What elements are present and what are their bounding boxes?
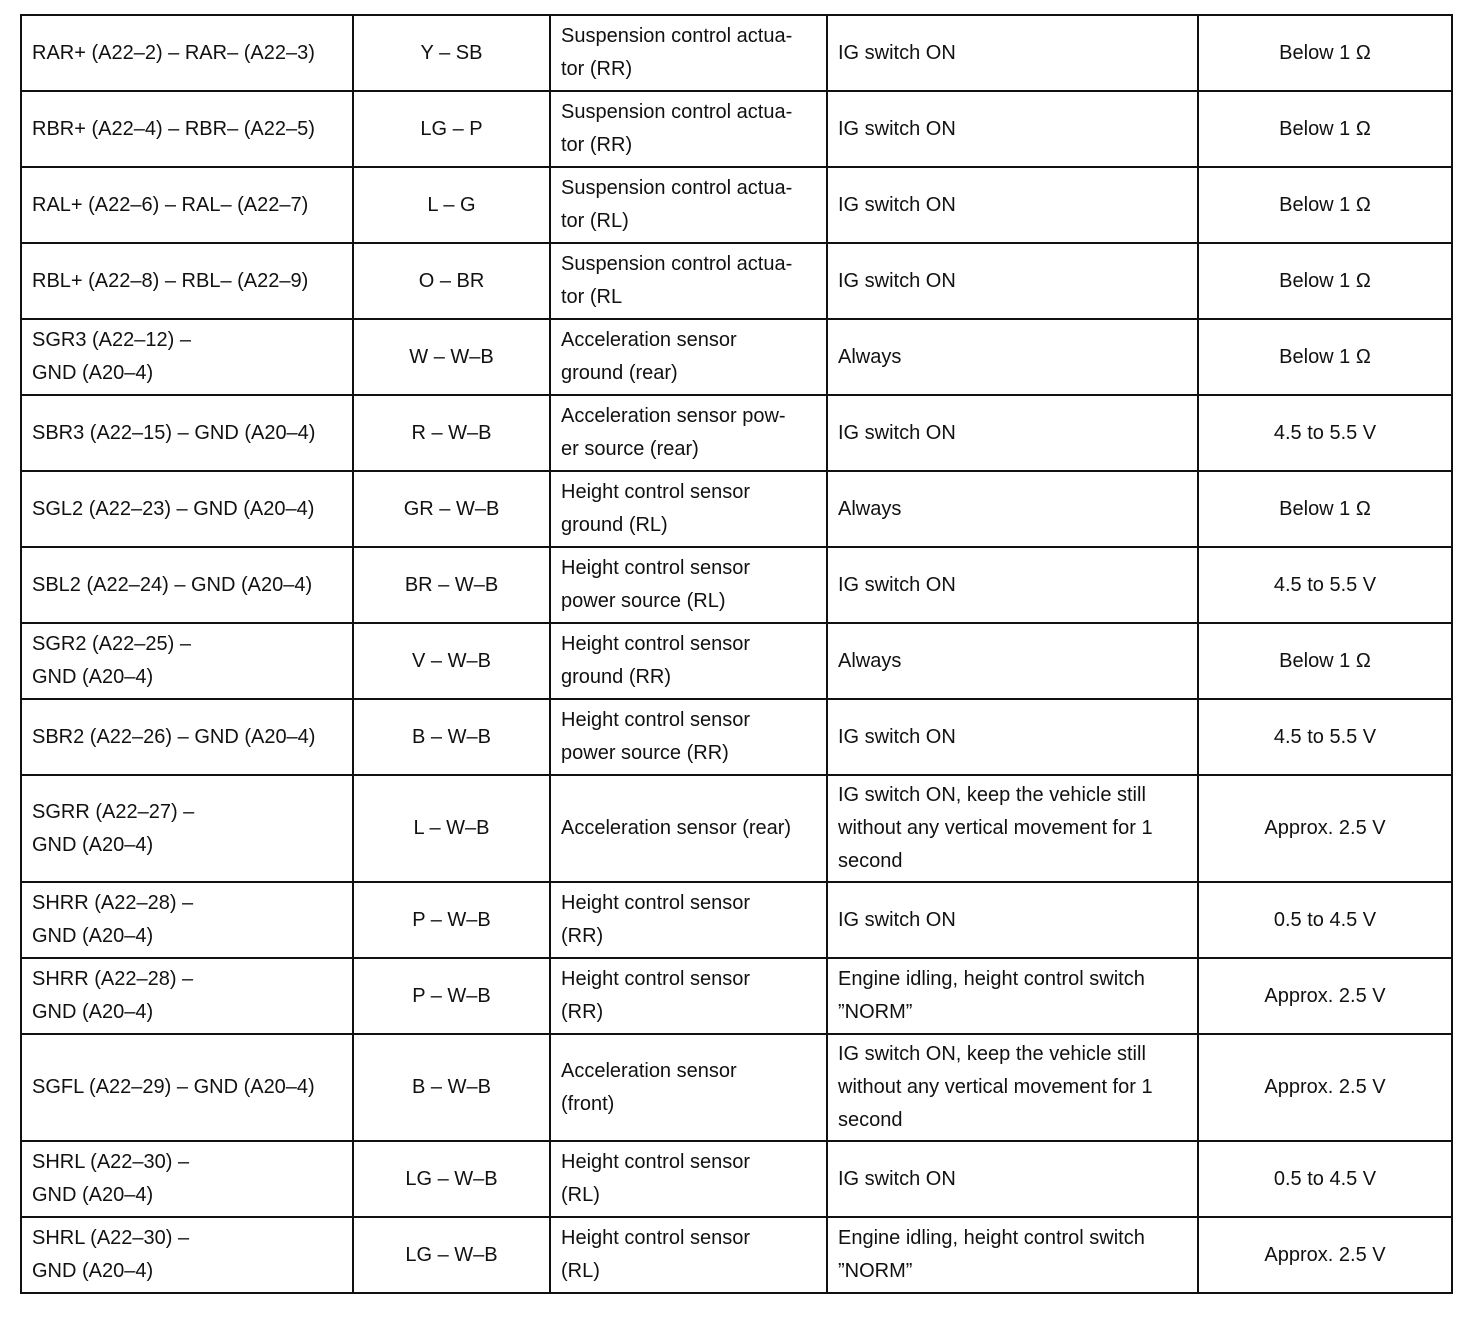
description-cell [550, 395, 827, 471]
cell-text-line: RBR+ (A22–4) – RBR– (A22–5) [32, 117, 315, 140]
cell-text-line: GND (A20–4) [32, 666, 154, 688]
terminal-cell [21, 91, 353, 167]
cell-text-line: tor (RL) [561, 210, 629, 232]
cell-text-line: ground (RR) [561, 666, 672, 688]
cell-text-line: Height control sensor [561, 1227, 750, 1249]
terminal-cell [21, 167, 353, 243]
cell-text-line: (front) [561, 1092, 615, 1115]
cell-text-line: SGR2 (A22–25) – [32, 633, 191, 655]
cell-text-line: LG – W–B [405, 1167, 498, 1190]
terminal-cell [21, 1217, 353, 1293]
cell-text-line: Height control sensor [561, 633, 750, 655]
cell-text-line: Below 1 Ω [1279, 117, 1371, 140]
cell-text-line: P – W–B [412, 984, 491, 1007]
wiring-color-cell [353, 319, 550, 395]
condition-cell [827, 91, 1198, 167]
condition-cell [827, 623, 1198, 699]
cell-text-line: SGFL (A22–29) – GND (A20–4) [32, 1076, 315, 1098]
terminal-cell [21, 1141, 353, 1217]
cell-text-line: BR – W–B [404, 573, 499, 596]
description-cell [550, 471, 827, 547]
terminal-cell [21, 15, 353, 91]
cell-text-line: Approx. 2.5 V [1264, 817, 1386, 839]
cell-text-line: ”NORM” [838, 1001, 913, 1023]
description-cell [550, 243, 827, 319]
wiring-color-cell [353, 243, 550, 319]
cell-text-line: Suspension control actua- [561, 253, 793, 275]
condition-cell [827, 1034, 1198, 1141]
cell-text-line: 4.5 to 5.5 V [1273, 573, 1377, 596]
specified-condition-cell [1198, 395, 1452, 471]
cell-text-line: IG switch ON [838, 269, 956, 292]
cell-text-line: SHRL (A22–30) – [32, 1227, 190, 1249]
terminal-cell [21, 699, 353, 775]
cell-text-line: RAL+ (A22–6) – RAL– (A22–7) [32, 193, 309, 216]
table-row [21, 775, 1452, 882]
cell-text-line: 4.5 to 5.5 V [1273, 421, 1377, 444]
description-cell [550, 1217, 827, 1293]
cell-text-line: RBL+ (A22–8) – RBL– (A22–9) [32, 269, 309, 292]
terminal-cell [21, 1034, 353, 1141]
cell-text-line: V – W–B [412, 649, 491, 672]
cell-text-line: RAR+ (A22–2) – RAR– (A22–3) [32, 41, 315, 64]
condition-cell [827, 1217, 1198, 1293]
description-cell [550, 699, 827, 775]
cell-text-line: R – W–B [411, 421, 492, 444]
cell-text-line: GND (A20–4) [32, 362, 154, 384]
cell-text-line: SHRR (A22–28) – [32, 892, 194, 914]
cell-text-line: Acceleration sensor (rear) [561, 817, 792, 839]
cell-text-line: ground (rear) [561, 362, 678, 384]
cell-text-line: (RR) [561, 1001, 604, 1023]
wiring-color-cell [353, 1034, 550, 1141]
cell-text-line: Height control sensor [561, 481, 750, 503]
condition-cell [827, 319, 1198, 395]
cell-text-line: tor (RL [561, 286, 623, 308]
cell-text-line: second [838, 850, 903, 872]
specified-condition-cell [1198, 1217, 1452, 1293]
cell-text-line: Suspension control actua- [561, 25, 793, 47]
terminal-cell [21, 775, 353, 882]
cell-text-line: Approx. 2.5 V [1264, 1243, 1386, 1266]
table-row [21, 623, 1452, 699]
cell-text-line: Below 1 Ω [1279, 345, 1371, 368]
cell-text-line: Height control sensor [561, 709, 750, 731]
description-cell [550, 775, 827, 882]
table-row [21, 699, 1452, 775]
cell-text-line: Always [838, 497, 902, 520]
wiring-color-cell [353, 547, 550, 623]
specified-condition-cell [1198, 547, 1452, 623]
cell-text-line: Engine idling, height control switch [838, 968, 1145, 990]
specified-condition-cell [1198, 1034, 1452, 1141]
cell-text-line: Always [838, 649, 902, 672]
cell-text-line: Acceleration sensor [561, 329, 737, 351]
cell-text-line: ”NORM” [838, 1260, 913, 1282]
cell-text-line: SGR3 (A22–12) – [32, 329, 191, 351]
specified-condition-cell [1198, 623, 1452, 699]
specified-condition-cell [1198, 91, 1452, 167]
description-cell [550, 1141, 827, 1217]
wiring-color-cell [353, 775, 550, 882]
description-cell [550, 167, 827, 243]
table-row [21, 547, 1452, 623]
cell-text-line: Height control sensor [561, 557, 750, 579]
cell-text-line: L – W–B [413, 817, 490, 839]
cell-text-line: LG – W–B [405, 1243, 498, 1266]
cell-text-line: Below 1 Ω [1279, 649, 1371, 672]
terminal-inspection-table [20, 14, 1453, 1294]
terminal-cell [21, 471, 353, 547]
condition-cell [827, 882, 1198, 958]
table-row [21, 15, 1452, 91]
terminal-cell [21, 547, 353, 623]
description-cell [550, 958, 827, 1034]
terminal-cell [21, 882, 353, 958]
cell-text-line: (RR) [561, 925, 604, 947]
condition-cell [827, 15, 1198, 91]
table-row [21, 958, 1452, 1034]
cell-text-line: SBR2 (A22–26) – GND (A20–4) [32, 725, 316, 748]
table-row [21, 471, 1452, 547]
specified-condition-cell [1198, 775, 1452, 882]
condition-cell [827, 395, 1198, 471]
table-row [21, 319, 1452, 395]
table-body [21, 15, 1452, 1293]
cell-text-line: Height control sensor [561, 1151, 750, 1173]
wiring-color-cell [353, 882, 550, 958]
terminal-cell [21, 319, 353, 395]
cell-text-line: power source (RR) [561, 742, 729, 764]
cell-text-line: (RL) [561, 1260, 600, 1282]
specified-condition-cell [1198, 699, 1452, 775]
cell-text-line: (RL) [561, 1184, 600, 1206]
cell-text-line: 4.5 to 5.5 V [1273, 725, 1377, 748]
cell-text-line: Suspension control actua- [561, 177, 793, 199]
cell-text-line: SGL2 (A22–23) – GND (A20–4) [32, 497, 315, 520]
condition-cell [827, 471, 1198, 547]
cell-text-line: B – W–B [412, 725, 491, 748]
wiring-color-cell [353, 958, 550, 1034]
cell-text-line: Below 1 Ω [1279, 497, 1371, 520]
cell-text-line: GND (A20–4) [32, 1001, 154, 1023]
cell-text-line: Below 1 Ω [1279, 193, 1371, 216]
description-cell [550, 15, 827, 91]
cell-text-line: Engine idling, height control switch [838, 1227, 1145, 1249]
cell-text-line: Acceleration sensor [561, 1059, 737, 1082]
cell-text-line: GND (A20–4) [32, 833, 154, 856]
table-row [21, 1141, 1452, 1217]
table-row [21, 1034, 1452, 1141]
table-row [21, 882, 1452, 958]
cell-text-line: Below 1 Ω [1279, 269, 1371, 292]
cell-text-line: Height control sensor [561, 892, 750, 914]
cell-text-line: O – BR [418, 269, 485, 292]
cell-text-line: tor (RR) [561, 134, 633, 156]
cell-text-line: without any vertical movement for 1 [838, 817, 1153, 839]
cell-text-line: IG switch ON [838, 573, 956, 596]
terminal-cell [21, 623, 353, 699]
cell-text-line: IG switch ON [838, 117, 956, 140]
terminal-cell [21, 243, 353, 319]
cell-text-line: IG switch ON [838, 1167, 956, 1190]
cell-text-line: SBL2 (A22–24) – GND (A20–4) [32, 573, 313, 596]
cell-text-line: Always [838, 345, 902, 368]
specified-condition-cell [1198, 958, 1452, 1034]
cell-text-line: IG switch ON [838, 908, 956, 931]
cell-text-line: second [838, 1109, 903, 1131]
cell-text-line: SBR3 (A22–15) – GND (A20–4) [32, 421, 316, 444]
wiring-color-cell [353, 471, 550, 547]
cell-text-line: 0.5 to 4.5 V [1273, 1167, 1377, 1190]
cell-text-line: er source (rear) [561, 438, 699, 460]
cell-text-line: Approx. 2.5 V [1264, 1076, 1386, 1098]
cell-text-line: W – W–B [409, 345, 494, 368]
cell-text-line: IG switch ON [838, 421, 956, 444]
cell-text-line: IG switch ON [838, 193, 956, 216]
specified-condition-cell [1198, 319, 1452, 395]
specified-condition-cell [1198, 167, 1452, 243]
cell-text-line: Y – SB [420, 41, 483, 64]
specified-condition-cell [1198, 243, 1452, 319]
condition-cell [827, 958, 1198, 1034]
description-cell [550, 319, 827, 395]
wiring-color-cell [353, 91, 550, 167]
condition-cell [827, 699, 1198, 775]
cell-text-line: without any vertical movement for 1 [838, 1076, 1153, 1098]
condition-cell [827, 243, 1198, 319]
description-cell [550, 1034, 827, 1141]
cell-text-line: ground (RL) [561, 514, 668, 536]
cell-text-line: GND (A20–4) [32, 925, 154, 947]
terminal-cell [21, 395, 353, 471]
cell-text-line: IG switch ON [838, 725, 956, 748]
description-cell [550, 882, 827, 958]
description-cell [550, 91, 827, 167]
table-row [21, 395, 1452, 471]
cell-text-line: Acceleration sensor pow- [561, 405, 786, 427]
wiring-color-cell [353, 699, 550, 775]
cell-text-line: P – W–B [412, 908, 491, 931]
specified-condition-cell [1198, 471, 1452, 547]
cell-text-line: IG switch ON, keep the vehicle still [838, 1043, 1146, 1065]
wiring-color-cell [353, 15, 550, 91]
cell-text-line: IG switch ON [838, 41, 956, 64]
cell-text-line: SGRR (A22–27) – [32, 800, 195, 823]
specified-condition-cell [1198, 15, 1452, 91]
condition-cell [827, 1141, 1198, 1217]
cell-text-line: Approx. 2.5 V [1264, 984, 1386, 1007]
cell-text-line: IG switch ON, keep the vehicle still [838, 784, 1146, 806]
table-row [21, 91, 1452, 167]
cell-text-line: GND (A20–4) [32, 1184, 154, 1206]
cell-text-line: L – G [427, 193, 476, 216]
cell-text-line: Suspension control actua- [561, 101, 793, 123]
cell-text-line: B – W–B [412, 1076, 491, 1098]
description-cell [550, 547, 827, 623]
wiring-color-cell [353, 167, 550, 243]
cell-text-line: SHRR (A22–28) – [32, 968, 194, 990]
wiring-color-cell [353, 1217, 550, 1293]
terminal-cell [21, 958, 353, 1034]
specified-condition-cell [1198, 1141, 1452, 1217]
description-cell [550, 623, 827, 699]
cell-text-line: GND (A20–4) [32, 1260, 154, 1282]
wiring-color-cell [353, 395, 550, 471]
table-row [21, 243, 1452, 319]
cell-text-line: tor (RR) [561, 58, 633, 80]
cell-text-line: LG – P [420, 117, 483, 140]
condition-cell [827, 547, 1198, 623]
cell-text-line: 0.5 to 4.5 V [1273, 908, 1377, 931]
specified-condition-cell [1198, 882, 1452, 958]
wiring-color-cell [353, 623, 550, 699]
cell-text-line: Height control sensor [561, 968, 750, 990]
cell-text-line: SHRL (A22–30) – [32, 1151, 190, 1173]
cell-text-line: power source (RL) [561, 590, 726, 612]
table-row [21, 1217, 1452, 1293]
condition-cell [827, 775, 1198, 882]
table-row [21, 167, 1452, 243]
condition-cell [827, 167, 1198, 243]
wiring-color-cell [353, 1141, 550, 1217]
cell-text-line: Below 1 Ω [1279, 41, 1371, 64]
cell-text-line: GR – W–B [403, 497, 500, 520]
